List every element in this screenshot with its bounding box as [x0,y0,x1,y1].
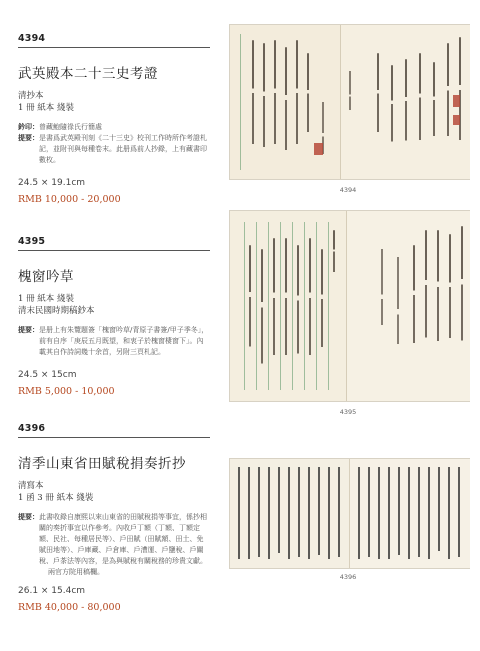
lot-4396 [18,423,210,613]
edition-line: 清寫本 [18,481,44,491]
seal-stamp [314,143,323,155]
right-page [340,25,470,179]
lot-4394-photo [229,24,470,180]
left-page [230,25,340,179]
format-line: 1 函 3 冊 紙本 綫裝 [18,493,94,503]
estimate: RMB 5,000 - 10,000 [18,386,115,397]
dimensions: 24.5 × 19.1cm [18,178,86,188]
lot-4395 [18,236,210,397]
note-summary [18,325,210,358]
lot-title: 槐窗吟草 [18,269,74,285]
divider [18,437,210,438]
format-line: 1 冊 紙本 綫裝 [18,294,75,304]
note-value: 是書爲武英殿刊刻《二十三史》校刊工作時所作考證札記，並附刊與每種卷末。此册爲前人抄錄，上有藏書印數枚。 [39,134,207,164]
note-value: 曾藏鮑隨祿氏行簡處 [39,123,102,131]
note-value: 是册上有朱覽題簽「槐窗吟草/青原子書簽/甲子季冬」，前有自序「庚辰五月既望，和衷子於槐窗棲窗下」。內載其自作詩詞幾十余首，另附三頁札記。 [39,326,209,356]
note-value: 此書收錄自康熙以來山東省的田賦稅捐等事宜，係抄相關的奏折事宜以作參考。內收戶丁額（丁額、丁額定額、民社、每種居民等）、戶田賦（田賦額、田土、免賦田地等）、戶庫藏、戶倉庫、戶漕運、戶鹽稅、戶關稅、戶茶法等內容，是為與賦稅有關稅務的珍貴文獻。 [39,513,207,565]
note-key: 提要： [18,134,39,142]
lot-notes [18,512,210,578]
lot-number: 4396 [18,423,46,434]
lot-notes [18,325,210,358]
right-page [349,459,470,568]
lot-title: 武英殿本二十三史考證 [18,66,158,82]
lot-4395-photo [229,210,470,402]
seal-stamp [453,95,460,107]
note-extra: 兩官方院用稿欄。 [48,568,104,576]
note-summary [18,512,210,567]
lot-title: 清季山東省田賦稅捐奏折抄 [18,456,186,472]
note-summary [18,133,210,166]
dimensions: 24.5 × 15cm [18,370,77,380]
seal-stamp [453,115,460,125]
edition-line: 清抄本 [18,91,44,101]
estimate: RMB 10,000 - 20,000 [18,194,121,205]
lot-4394 [18,33,210,205]
photo-caption: 4395 [339,408,357,416]
divider [18,250,210,251]
dimensions: 26.1 × 15.4cm [18,586,86,596]
lot-4396-photo [229,458,470,569]
left-page [230,459,349,568]
note-key: 提要： [18,513,39,521]
left-page [230,211,346,401]
note-key: 提要： [18,326,39,334]
note-key: 鈐印： [18,123,39,131]
lot-notes [18,122,210,166]
photo-caption: 4396 [339,573,357,581]
lot-number: 4395 [18,236,46,247]
format-line: 1 冊 紙本 綫裝 [18,103,75,113]
estimate: RMB 40,000 - 80,000 [18,602,121,613]
lot-number: 4394 [18,33,46,44]
edition-line: 清末民國時期稿鈔本 [18,306,95,316]
photo-caption: 4394 [339,186,357,194]
divider [18,47,210,48]
right-page [346,211,470,401]
note-seal [18,122,210,133]
